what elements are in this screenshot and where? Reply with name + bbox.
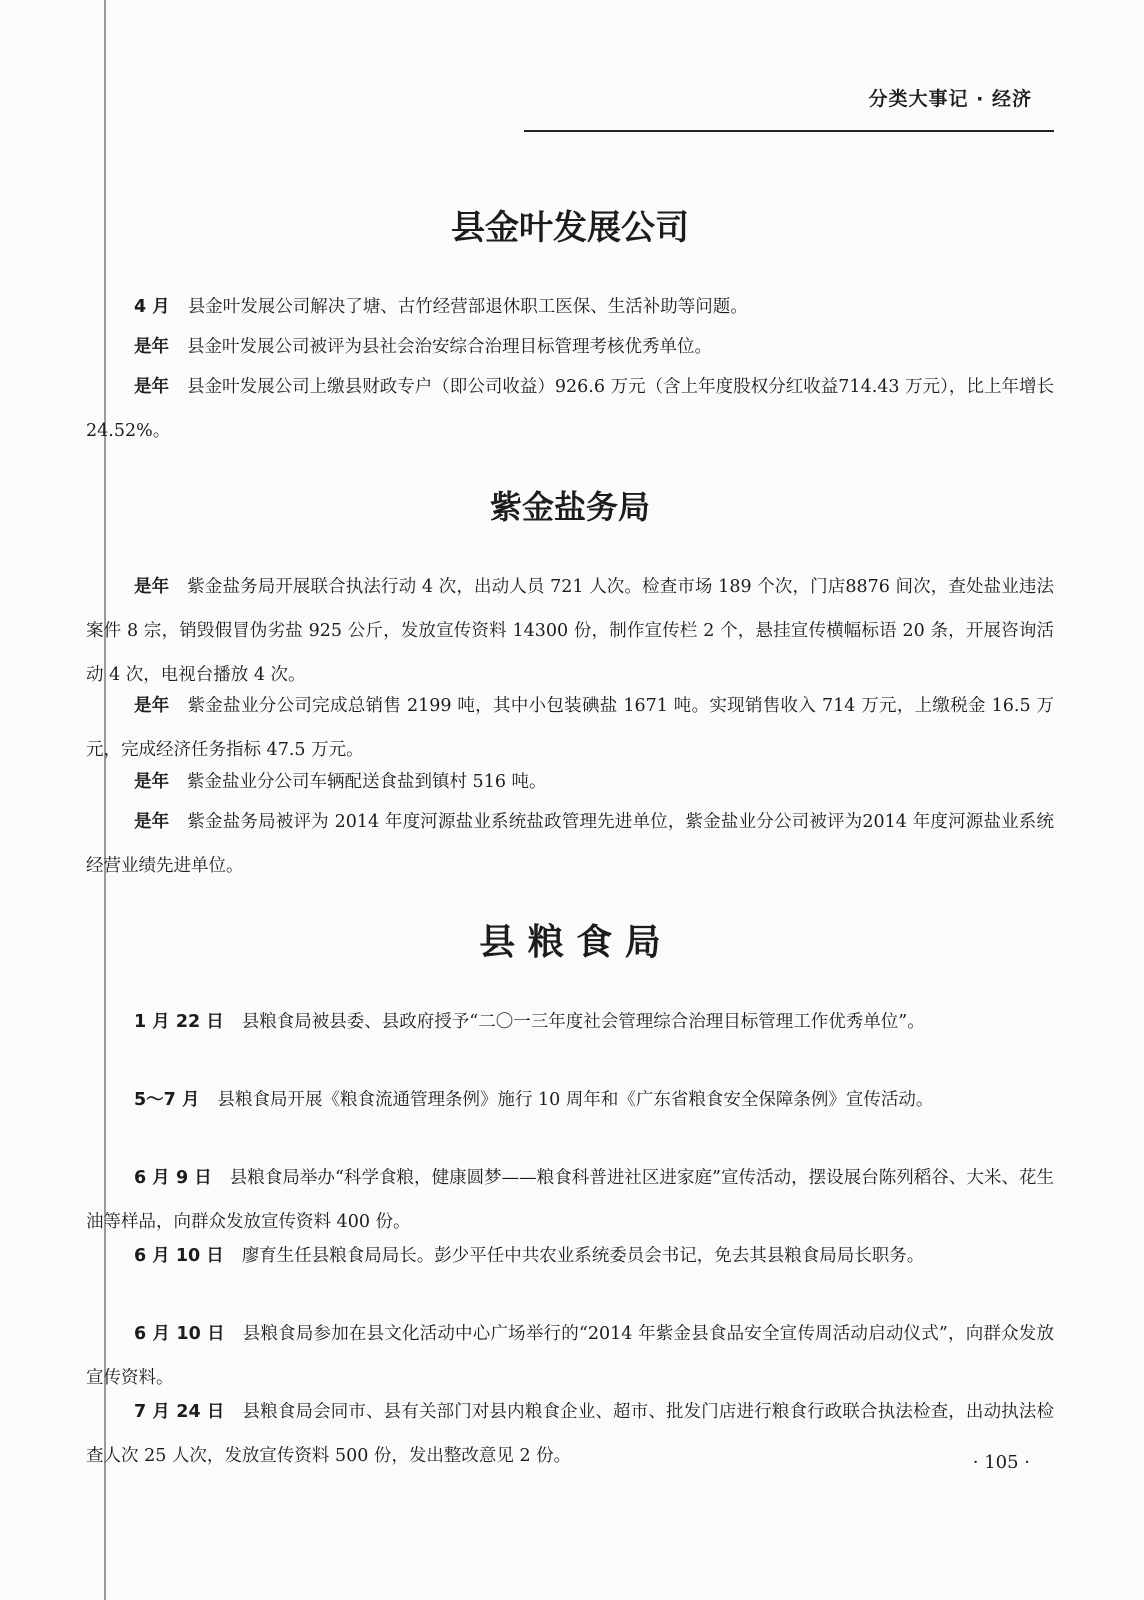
entry-date: 是年 (134, 577, 170, 597)
entry (86, 1390, 1054, 1478)
entry (86, 1078, 1054, 1122)
entry-text: 紫金盐务局被评为 2014 年度河源盐业系统盐政管理先进单位，紫金盐业分公司被评为2014 年度河源盐业系统经营业绩先进单位。 (86, 812, 1054, 876)
header-rule (524, 130, 1054, 132)
section-title-jinye: 县金叶发展公司 (451, 208, 689, 248)
entry (86, 285, 1054, 329)
entry-date: 是年 (134, 812, 170, 832)
entry (86, 684, 1054, 772)
entry (86, 800, 1054, 888)
entry-date: 5～7 月 (134, 1090, 200, 1110)
entry-text: 县金叶发展公司上缴县财政专户（即公司收益）926.6 万元（含上年度股权分红收益714.43 万元），比上年增长 24.52%。 (86, 377, 1054, 441)
entry-text: 县粮食局举办“科学食粮，健康圆梦——粮食科普进社区进家庭”宣传活动，摆设展台陈列稻谷、大米、花生油等样品，向群众发放宣传资料 400 份。 (86, 1168, 1054, 1232)
entry (86, 760, 1054, 804)
entry-text: 廖育生任县粮食局局长。彭少平任中共农业系统委员会书记，免去其县粮食局局长职务。 (241, 1246, 925, 1266)
entry (86, 1234, 1054, 1278)
entry (86, 565, 1054, 697)
entry (86, 1000, 1054, 1044)
entry-text: 县粮食局参加在县文化活动中心广场举行的“2014 年紫金县食品安全宣传周活动启动仪式”，向群众发放宣传资料。 (86, 1324, 1054, 1388)
entry-text: 县金叶发展公司被评为县社会治安综合治理目标管理考核优秀单位。 (187, 337, 712, 357)
entry (86, 365, 1054, 453)
entry (86, 1312, 1054, 1400)
entry-text: 县粮食局会同市、县有关部门对县内粮食企业、超市、批发门店进行粮食行政联合执法检查，出动执法检查人次 25 人次，发放宣传资料 500 份，发出整改意见 2 份。 (86, 1402, 1054, 1466)
entry-date: 是年 (134, 772, 169, 792)
page-number: · 105 · (972, 1452, 1030, 1473)
entry-date: 1 月 22 日 (134, 1012, 224, 1032)
entry-text: 紫金盐业分公司完成总销售 2199 吨，其中小包装碘盐 1671 吨。实现销售收入 714 万元，上缴税金 16.5 万元，完成经济任务指标 47.5 万元。 (86, 696, 1054, 760)
entry-date: 6 月 10 日 (134, 1324, 225, 1344)
entry-date: 6 月 9 日 (134, 1168, 212, 1188)
entry-text: 紫金盐业分公司车辆配送食盐到镇村 516 吨。 (187, 772, 547, 792)
entry-text: 紫金盐务局开展联合执法行动 4 次，出动人员 721 人次。检查市场 189 个次，门店8876 间次，查处盐业违法案件 8 宗，销毁假冒伪劣盐 925 公斤，发放宣传资料 14300 份，制作宣传栏 2 个，悬挂宣传横幅标语 20 条，开展咨询活动 4 次，电视台播放 4 次。 (86, 577, 1054, 685)
section-title-grain-bureau: 县 粮 食 局 (479, 922, 661, 963)
entry-date: 6 月 10 日 (134, 1246, 224, 1266)
entry-date: 是年 (134, 337, 169, 357)
entry-date: 4 月 (134, 297, 170, 317)
entry-date: 7 月 24 日 (134, 1402, 225, 1422)
entry-date: 是年 (134, 696, 170, 716)
section-title-salt-bureau: 紫金盐务局 (489, 488, 650, 526)
entry-text: 县粮食局被县委、县政府授予“二〇一三年度社会管理综合治理目标管理工作优秀单位”。 (241, 1012, 925, 1032)
entry-text: 县粮食局开展《粮食流通管理条例》施行 10 周年和《广东省粮食安全保障条例》宣传活动。 (217, 1090, 934, 1110)
entry-text: 县金叶发展公司解决了塘、古竹经营部退休职工医保、生活补助等问题。 (187, 297, 748, 317)
entry (86, 1156, 1054, 1244)
entry-date: 是年 (134, 377, 170, 397)
running-head: 分类大事记 · 经济 (868, 88, 1032, 110)
entry (86, 325, 1054, 369)
